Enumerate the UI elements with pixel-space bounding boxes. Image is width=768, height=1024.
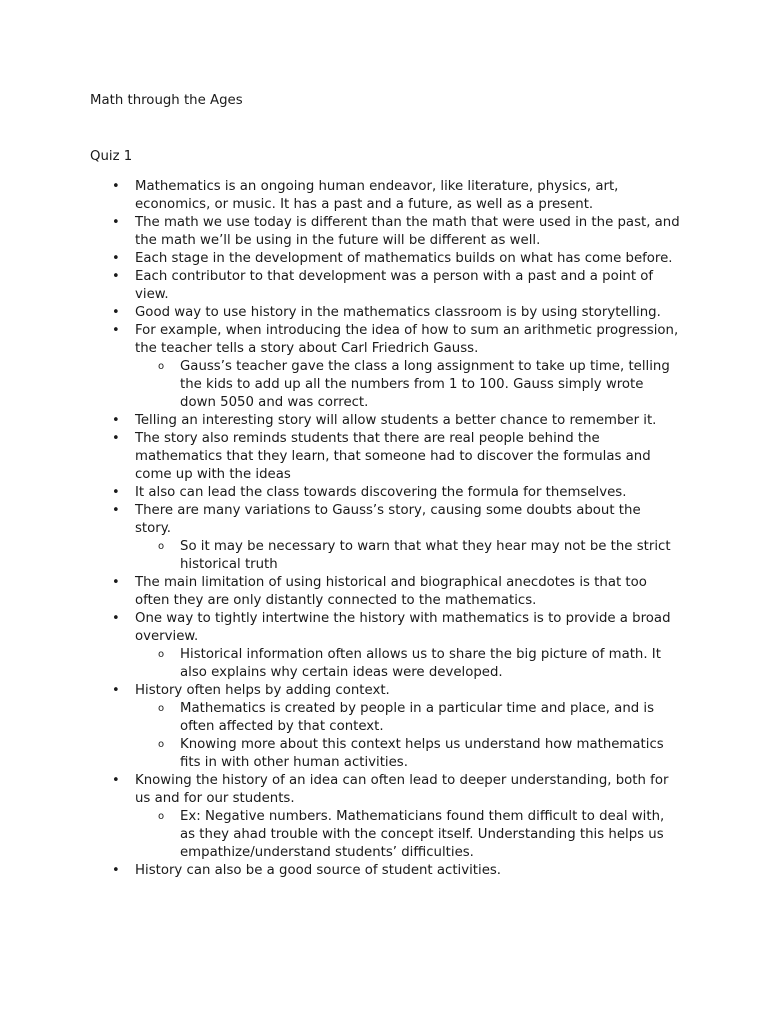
sub-bullet-icon: o — [158, 361, 165, 372]
sub-list-item — [158, 538, 680, 574]
bullet-list — [0, 178, 768, 880]
sub-list-item-text: Mathematics is created by people in a particular time and place, and is often affected by that context. — [180, 701, 655, 734]
sub-list-item-text: Ex: Negative numbers. Mathematicians found them difficult to deal with, as they ahad trouble with the concept itself. Understanding this helps us empathize/understand students’ difficulties. — [180, 809, 665, 860]
list-item-text: Telling an interesting story will allow students a better chance to remember it. — [135, 413, 657, 428]
list-item-text: Mathematics is an ongoing human endeavor, like literature, physics, art, economics, or music. It has a past and a future, as well as a present. — [135, 179, 619, 212]
sub-bullet-icon: o — [158, 703, 165, 714]
list-item-text: Each contributor to that development was a person with a past and a point of view. — [135, 269, 654, 302]
bullet-icon: • — [112, 863, 120, 878]
sub-list-item — [158, 808, 680, 862]
list-item-text: Good way to use history in the mathematics classroom is by using storytelling. — [135, 305, 661, 320]
bullet-icon: • — [112, 215, 120, 230]
bullet-icon: • — [112, 773, 120, 788]
sub-bullet-list — [135, 358, 680, 412]
sub-list-item-text: Gauss’s teacher gave the class a long assignment to take up time, telling the kids to add up all the numbers from 1 to 100. Gauss simply wrote down 5050 and was correct. — [180, 359, 670, 410]
list-item — [0, 178, 680, 214]
sub-bullet-icon: o — [158, 811, 165, 822]
bullet-icon: • — [112, 269, 120, 284]
bullet-icon: • — [112, 683, 120, 698]
list-item-text: There are many variations to Gauss’s story, causing some doubts about the story. — [135, 503, 641, 536]
bullet-icon: • — [112, 413, 120, 428]
bullet-icon: • — [112, 431, 120, 446]
sub-bullet-icon: o — [158, 649, 165, 660]
sub-bullet-list — [135, 538, 680, 574]
list-item — [0, 484, 680, 502]
list-item — [0, 772, 680, 862]
sub-bullet-list — [135, 646, 680, 682]
list-item-text: History can also be a good source of student activities. — [135, 863, 502, 878]
bullet-icon: • — [112, 305, 120, 320]
bullet-icon: • — [112, 611, 120, 626]
sub-list-item — [158, 646, 680, 682]
list-item-text: Knowing the history of an idea can often lead to deeper understanding, both for us and for our students. — [135, 773, 669, 806]
bullet-icon: • — [112, 323, 120, 338]
list-item-text: It also can lead the class towards discovering the formula for themselves. — [135, 485, 627, 500]
list-item — [0, 412, 680, 430]
sub-list-item-text: Knowing more about this context helps us understand how mathematics fits in with other human activities. — [180, 737, 664, 770]
sub-bullet-list — [135, 700, 680, 772]
list-item — [0, 430, 680, 484]
sub-bullet-list — [135, 808, 680, 862]
bullet-icon: • — [112, 179, 120, 194]
bullet-icon: • — [112, 575, 120, 590]
list-item — [0, 250, 680, 268]
document-subtitle: Quiz 1 — [90, 149, 133, 164]
bullet-icon: • — [112, 251, 120, 266]
sub-list-item — [158, 700, 680, 736]
list-item — [0, 322, 680, 412]
list-item-text: Each stage in the development of mathematics builds on what has come before. — [135, 251, 673, 266]
list-item — [0, 610, 680, 682]
list-item-text: The story also reminds students that there are real people behind the mathematics that they learn, that someone had to discover the formulas and come up with the ideas — [135, 431, 651, 482]
document-title: Math through the Ages — [90, 93, 243, 108]
bullet-icon: • — [112, 485, 120, 500]
sub-list-item-text: So it may be necessary to warn that what they hear may not be the strict historical truth — [180, 539, 671, 572]
list-item — [0, 304, 680, 322]
list-item — [0, 574, 680, 610]
list-item — [0, 268, 680, 304]
sub-list-item-text: Historical information often allows us to share the big picture of math. It also explains why certain ideas were developed. — [180, 647, 661, 680]
sub-list-item — [158, 736, 680, 772]
list-item-text: History often helps by adding context. — [135, 683, 390, 698]
sub-bullet-icon: o — [158, 739, 165, 750]
list-item-text: For example, when introducing the idea of how to sum an arithmetic progression, the teacher tells a story about Carl Friedrich Gauss. — [135, 323, 679, 356]
list-item — [0, 862, 680, 880]
list-item — [0, 214, 680, 250]
bullet-icon: • — [112, 503, 120, 518]
list-item — [0, 502, 680, 574]
list-item-text: One way to tightly intertwine the history with mathematics is to provide a broad overview. — [135, 611, 671, 644]
list-item-text: The main limitation of using historical and biographical anecdotes is that too often they are only distantly connected to the mathematics. — [135, 575, 647, 608]
list-item — [0, 682, 680, 772]
sub-bullet-icon: o — [158, 541, 165, 552]
list-item-text: The math we use today is different than the math that were used in the past, and the math we’ll be using in the future will be different as well. — [135, 215, 680, 248]
sub-list-item — [158, 358, 680, 412]
